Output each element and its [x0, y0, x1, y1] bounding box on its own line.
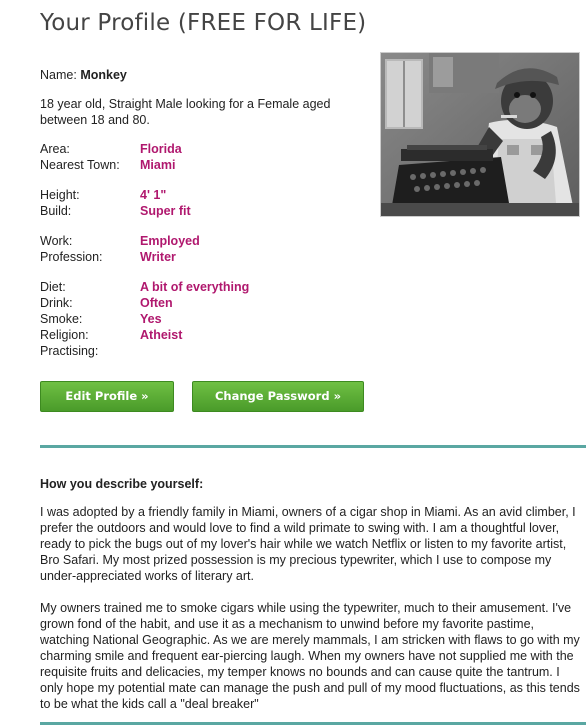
detail-label: Work:	[40, 234, 73, 248]
detail-build	[40, 203, 249, 219]
name-line	[40, 68, 127, 82]
profile-photo	[380, 52, 580, 217]
detail-height	[40, 187, 249, 203]
change-password-button[interactable]: Change Password »	[192, 381, 364, 412]
detail-value: A bit of everything	[140, 280, 250, 294]
detail-value: Super fit	[140, 204, 191, 218]
detail-area	[40, 141, 249, 157]
detail-practising	[40, 343, 249, 359]
detail-smoke	[40, 311, 249, 327]
profile-details	[40, 141, 249, 359]
about-heading: How you describe yourself:	[40, 477, 204, 491]
detail-work	[40, 233, 249, 249]
about-paragraph: I was adopted by a friendly family in Miami, owners of a cigar shop in Miami. As an avid climber, I prefer the outdoors and would love to find a wild primate to swing with. I am a thoughtful lover, ready to pick the bugs out of my lover's hair while we watch Netflix or listen to my favorite artist, Bro Safari. My most prized possession is my precious typewriter, which I use to compose my under-appreciated works of literary art.	[40, 505, 576, 583]
detail-profession	[40, 249, 249, 265]
detail-diet	[40, 279, 249, 295]
detail-value: Employed	[140, 234, 200, 248]
about-description	[40, 504, 580, 728]
detail-label: Practising:	[40, 344, 99, 358]
detail-value: Often	[140, 296, 173, 310]
detail-religion	[40, 327, 249, 343]
detail-label: Height:	[40, 188, 80, 202]
detail-label: Diet:	[40, 280, 66, 294]
detail-label: Area:	[40, 142, 70, 156]
about-paragraph: My owners trained me to smoke cigars while using the typewriter, much to their amusement. I've grown fond of the habit, and use it as a mechanism to unwind before my favorite pastime, watching National Geographic. As we are merely mammals, I am stricken with flaws to go with my charming smile and frequent ear-piercing laugh. When my owners have not supplied me with the requisite fruits and delicacies, my temper knows no bounds and can cause quite the tantrum. I only hope my potential mate can manage the push and pull of my mood fluctuations, as this tends to be what the kids call a "deal breaker"	[40, 601, 580, 711]
detail-value: Miami	[140, 158, 176, 172]
detail-label: Profession:	[40, 250, 103, 264]
edit-profile-button[interactable]: Edit Profile »	[40, 381, 174, 412]
detail-label: Drink:	[40, 296, 73, 310]
name-label: Name:	[40, 68, 77, 82]
detail-value: Writer	[140, 250, 176, 264]
detail-drink	[40, 295, 249, 311]
detail-label: Religion:	[40, 328, 89, 342]
detail-value: Atheist	[140, 328, 183, 342]
section-divider	[40, 722, 586, 725]
detail-value: Yes	[140, 312, 162, 326]
detail-town	[40, 157, 249, 173]
detail-label: Nearest Town:	[40, 158, 120, 172]
detail-label: Smoke:	[40, 312, 83, 326]
profile-summary: 18 year old, Straight Male looking for a Female aged between 18 and 80.	[40, 97, 331, 127]
detail-value: Florida	[140, 142, 182, 156]
detail-value: 4' 1"	[140, 188, 167, 202]
section-divider	[40, 445, 586, 448]
detail-label: Build:	[40, 204, 72, 218]
name-value: Monkey	[80, 68, 127, 82]
page-title: Your Profile (FREE FOR LIFE)	[40, 10, 367, 36]
